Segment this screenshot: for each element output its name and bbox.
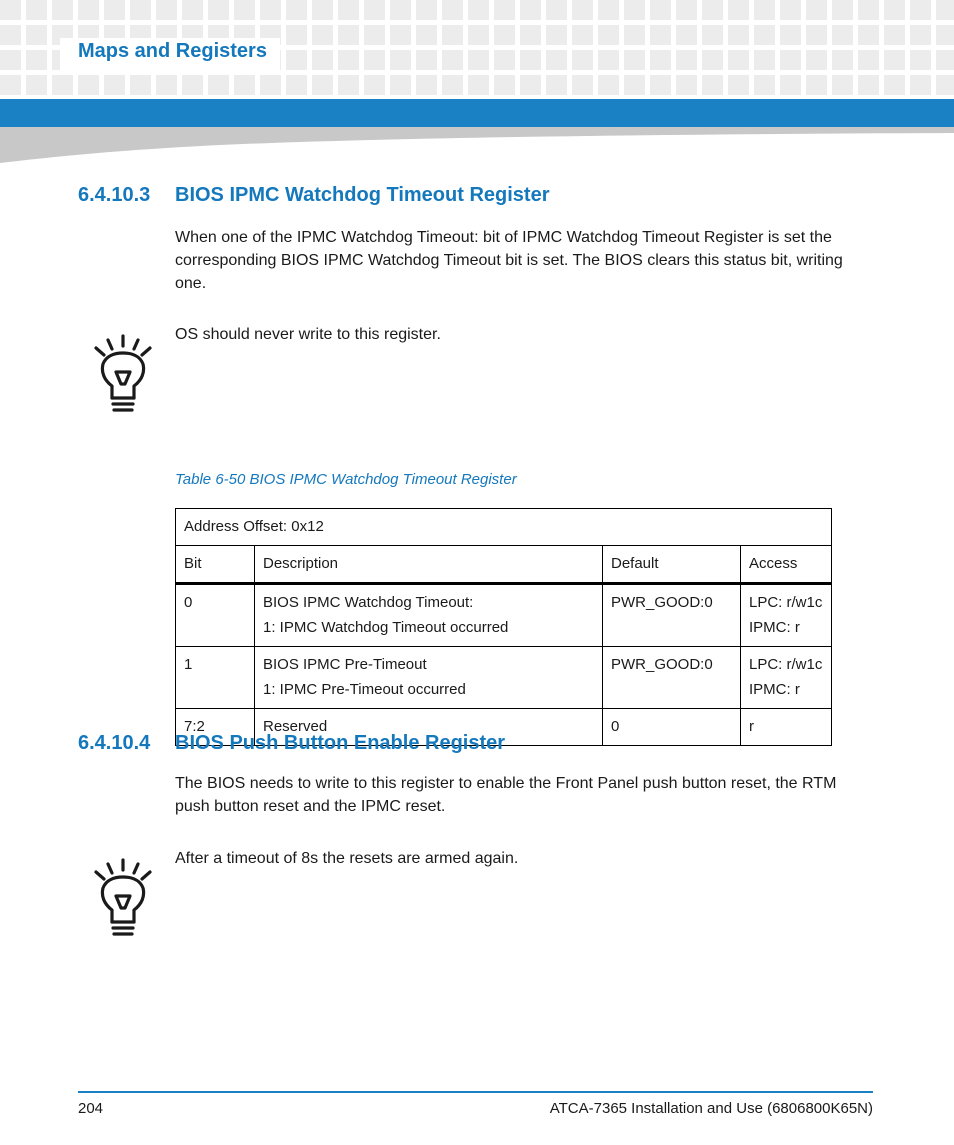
- access-cell: [741, 647, 832, 709]
- lightbulb-icon: [92, 334, 156, 414]
- document-title: ATCA-7365 Installation and Use (6806800K65N): [549, 1100, 873, 1117]
- header-gray-swoosh: [0, 127, 954, 163]
- chapter-title: Maps and Registers: [78, 40, 267, 62]
- page-number: 204: [78, 1100, 104, 1117]
- table-row: [176, 509, 832, 546]
- column-header: Access: [741, 546, 832, 584]
- description-line: BIOS IPMC Pre-Timeout: [263, 656, 427, 673]
- section-body: The BIOS needs to write to this register to enable the Front Panel push button reset, the RTM push button reset and the IPMC reset.: [175, 775, 837, 815]
- table-header-row: [176, 546, 832, 584]
- access-line: IPMC: r: [749, 681, 800, 698]
- column-header: Bit: [176, 546, 255, 584]
- table-row: [176, 584, 832, 647]
- description-line: 1: IPMC Pre-Timeout occurred: [263, 681, 466, 698]
- register-table: [175, 508, 832, 746]
- column-header: Description: [255, 546, 603, 584]
- note-text: After a timeout of 8s the resets are armed again.: [175, 850, 519, 867]
- bit-cell: 0: [176, 584, 255, 647]
- bit-cell: 7:2: [176, 709, 255, 746]
- section-heading: [78, 732, 505, 755]
- description-cell: Reserved: [255, 709, 603, 746]
- header-blue-bar: [0, 99, 954, 127]
- bit-cell: 1: [176, 647, 255, 709]
- section-title: BIOS Push Button Enable Register: [175, 732, 506, 754]
- access-line: LPC: r/w1c: [749, 656, 823, 673]
- table-row: [176, 647, 832, 709]
- section-number: 6.4.10.3: [78, 184, 151, 206]
- section-heading: [78, 184, 549, 207]
- footer-rule: [78, 1091, 873, 1093]
- description-cell: [255, 647, 603, 709]
- access-cell: [741, 584, 832, 647]
- column-header: Default: [603, 546, 741, 584]
- table-caption: Table 6-50 BIOS IPMC Watchdog Timeout Register: [175, 471, 517, 488]
- access-cell: r: [741, 709, 832, 746]
- description-cell: [255, 584, 603, 647]
- access-line: IPMC: r: [749, 619, 800, 636]
- default-cell: 0: [603, 709, 741, 746]
- default-cell: PWR_GOOD:0: [603, 647, 741, 709]
- note-text: OS should never write to this register.: [175, 326, 441, 343]
- section-number: 6.4.10.4: [78, 732, 151, 754]
- description-line: BIOS IPMC Watchdog Timeout:: [263, 594, 474, 611]
- section-title: BIOS IPMC Watchdog Timeout Register: [175, 184, 550, 206]
- lightbulb-icon: [92, 858, 156, 938]
- default-cell: PWR_GOOD:0: [603, 584, 741, 647]
- address-offset-cell: Address Offset: 0x12: [176, 509, 832, 546]
- section-body: When one of the IPMC Watchdog Timeout: bit of IPMC Watchdog Timeout Register is set the corresponding BIOS IPMC Watchdog Timeout bit is set. The BIOS clears this status bit, writing one.: [175, 229, 843, 292]
- access-line: LPC: r/w1c: [749, 594, 823, 611]
- description-line: 1: IPMC Watchdog Timeout occurred: [263, 619, 509, 636]
